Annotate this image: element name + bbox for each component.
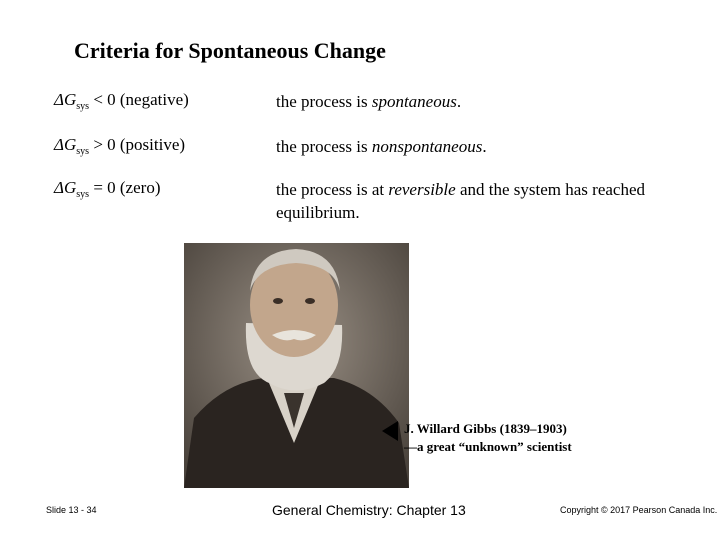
photo-caption bbox=[404, 420, 572, 456]
criterion-condition: > 0 (positive) bbox=[89, 135, 186, 154]
delta-g-symbol: ΔG bbox=[54, 178, 77, 197]
criterion-condition: = 0 (zero) bbox=[89, 178, 161, 197]
criterion-2-label bbox=[54, 135, 185, 157]
subscript-sys: sys bbox=[76, 101, 90, 112]
criterion-1-description bbox=[276, 90, 676, 113]
description-emphasis: spontaneous bbox=[371, 92, 457, 111]
subscript-sys: sys bbox=[76, 189, 90, 200]
criterion-3-description bbox=[276, 178, 666, 224]
description-emphasis: nonspontaneous bbox=[371, 137, 483, 156]
portrait-illustration bbox=[184, 243, 409, 488]
delta-g-symbol: ΔG bbox=[54, 90, 77, 109]
slide-title: Criteria for Spontaneous Change bbox=[74, 38, 386, 63]
description-suffix: and the system has reached equilibrium. bbox=[276, 180, 646, 222]
description-text: the process is bbox=[276, 92, 372, 111]
description-text: the process is bbox=[276, 137, 372, 156]
caption-name: J. Willard Gibbs (1839–1903) bbox=[404, 421, 567, 436]
description-emphasis: reversible bbox=[388, 180, 456, 199]
description-text: the process is at bbox=[276, 180, 389, 199]
caption-description: —a great “unknown” scientist bbox=[404, 439, 572, 454]
course-title: General Chemistry: Chapter 13 bbox=[272, 502, 466, 518]
criterion-3-label bbox=[54, 178, 160, 200]
subscript-sys: sys bbox=[76, 146, 90, 157]
copyright-notice: Copyright © 2017 Pearson Canada Inc. bbox=[560, 505, 718, 515]
caption-pointer-icon bbox=[382, 421, 398, 441]
criterion-condition: < 0 (negative) bbox=[89, 90, 189, 109]
criterion-2-description bbox=[276, 135, 676, 158]
gibbs-portrait-photo bbox=[184, 243, 409, 488]
slide-number: Slide 13 - 34 bbox=[46, 505, 97, 515]
description-suffix: . bbox=[456, 92, 462, 111]
description-suffix: . bbox=[482, 137, 487, 156]
delta-g-symbol: ΔG bbox=[54, 135, 77, 154]
criterion-1-label bbox=[54, 90, 189, 112]
